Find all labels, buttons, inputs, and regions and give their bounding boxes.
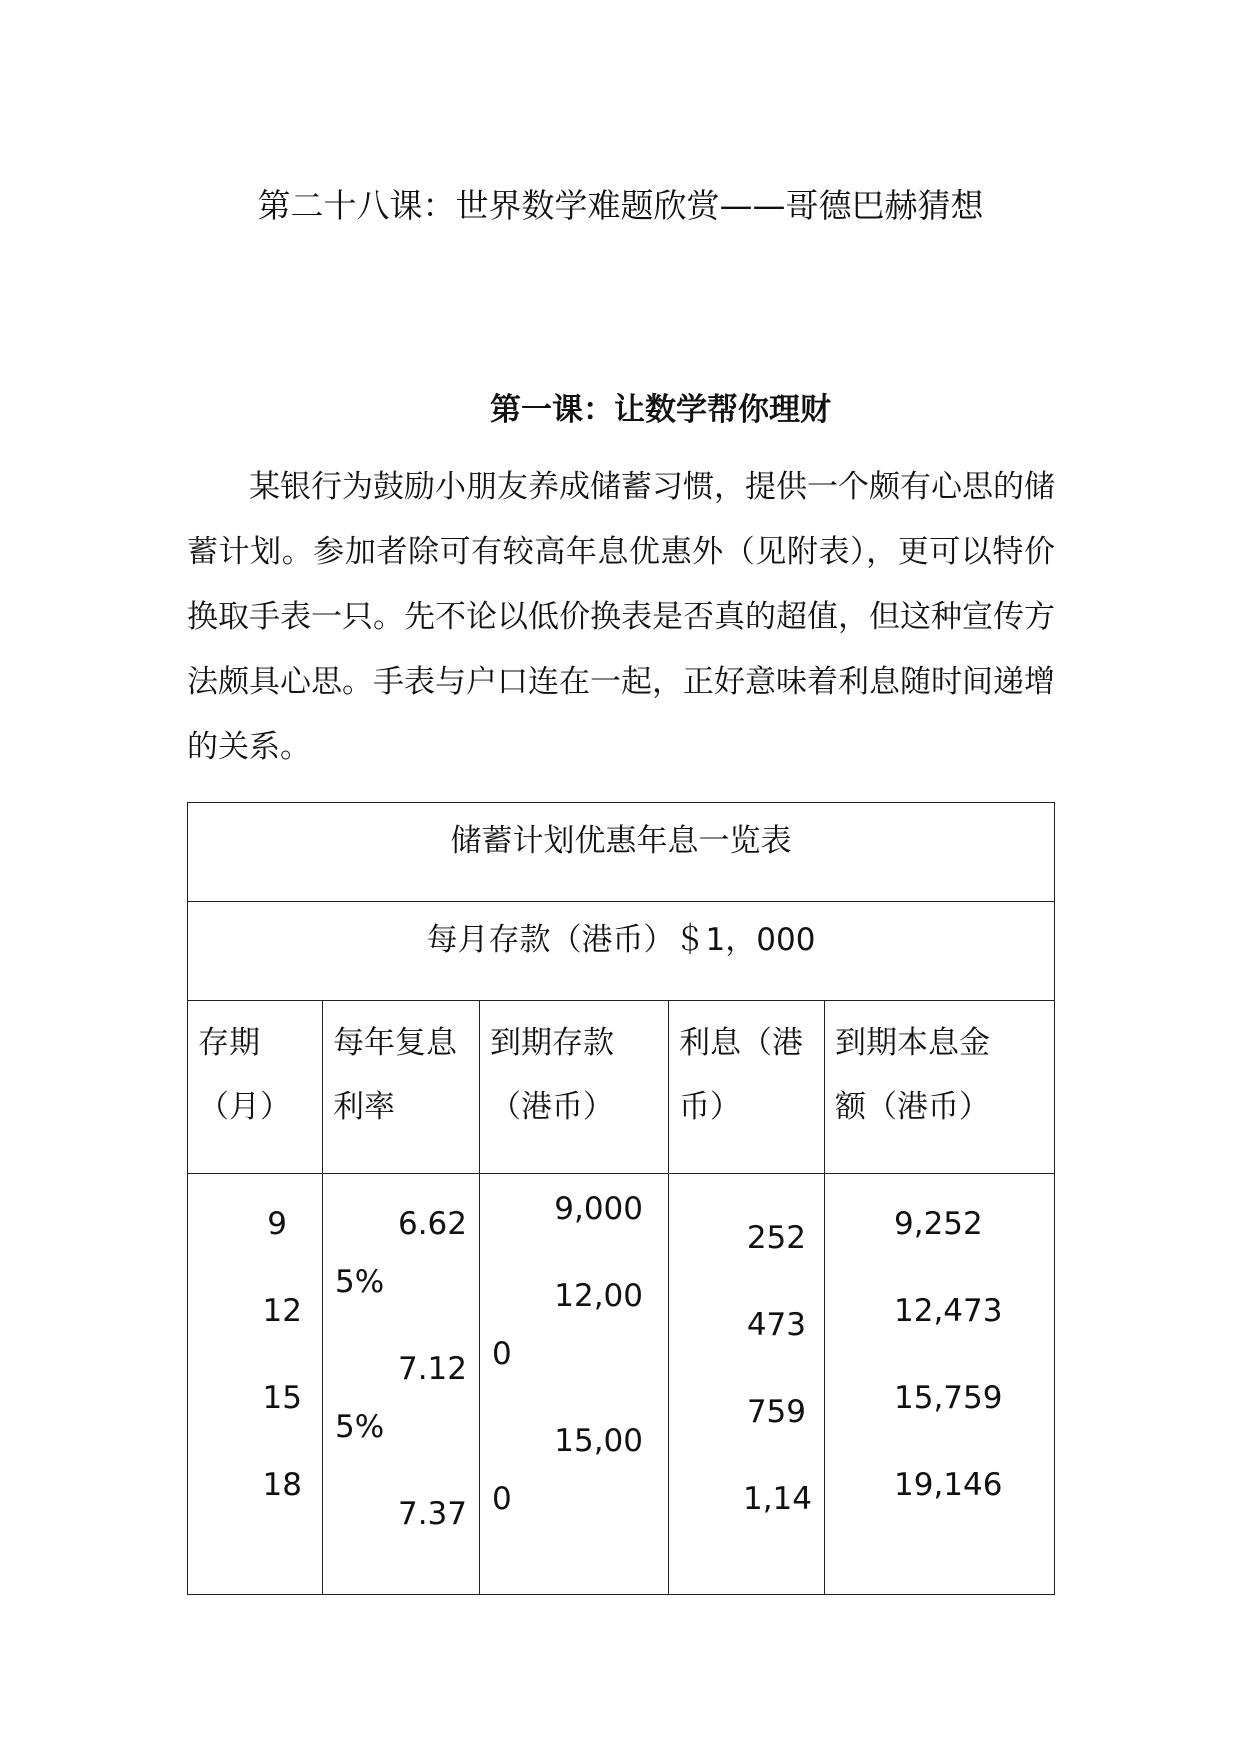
interest-value: 1,14 — [742, 1481, 812, 1517]
interest-value: 759 — [746, 1394, 806, 1430]
header-deposit-line2: （港币） — [490, 1089, 614, 1125]
document-title: 第二十八课：世界数学难题欣赏——哥德巴赫猜想 — [257, 186, 984, 226]
rate-value: 5% — [335, 1264, 385, 1300]
interest-value: 473 — [746, 1307, 806, 1343]
term-value: 9 — [267, 1206, 287, 1242]
header-rate — [323, 1001, 480, 1174]
total-value: 9,252 — [894, 1206, 983, 1242]
header-total-line2: 额（港币） — [835, 1089, 990, 1125]
header-term-line2: （月） — [198, 1089, 291, 1125]
table-subcaption: 每月存款（港币）＄1，000 — [188, 902, 1055, 1001]
header-total — [825, 1001, 1055, 1174]
header-rate-line2: 利率 — [333, 1089, 395, 1125]
deposit-value: 9,000 — [554, 1191, 643, 1227]
rate-value: 7.12 — [397, 1351, 467, 1387]
header-term — [188, 1001, 323, 1174]
rate-cell — [323, 1174, 480, 1595]
total-value: 12,473 — [894, 1293, 1003, 1329]
table-header-row — [188, 1001, 1055, 1174]
header-interest — [669, 1001, 825, 1174]
deposit-cell — [480, 1174, 669, 1595]
lesson-title: 第一课：让数学帮你理财 — [490, 391, 831, 428]
deposit-value: 15,00 — [554, 1423, 643, 1459]
savings-rate-table — [187, 802, 1055, 1595]
header-interest-line2: 币） — [679, 1089, 741, 1125]
interest-value: 252 — [746, 1220, 806, 1256]
total-value: 19,146 — [894, 1467, 1003, 1503]
header-term-line1: 存期 — [198, 1025, 260, 1061]
term-value: 15 — [262, 1380, 302, 1416]
header-interest-line1: 利息（港 — [679, 1025, 803, 1061]
term-value: 12 — [262, 1293, 302, 1329]
total-value: 15,759 — [894, 1380, 1003, 1416]
header-total-line1: 到期本息金 — [835, 1025, 990, 1061]
rate-value: 7.37 — [397, 1496, 467, 1532]
header-deposit — [480, 1001, 669, 1174]
intro-paragraph: 某银行为鼓励小朋友养成储蓄习惯，提供一个颇有心思的储蓄计划。参加者除可有较高年息优惠外（见附表），更可以特价换取手表一只。先不论以低价换表是否真的超值，但这种宣传方法颇具心思。手表与户口连在一起，正好意味着利息随时间递增的关系。 — [187, 469, 1055, 765]
table-body-row — [188, 1174, 1055, 1595]
rate-value: 5% — [335, 1409, 385, 1445]
rate-value: 6.62 — [397, 1206, 467, 1242]
term-value: 18 — [262, 1467, 302, 1503]
total-cell — [825, 1174, 1055, 1595]
deposit-value: 0 — [492, 1336, 512, 1372]
table-caption: 储蓄计划优惠年息一览表 — [188, 803, 1055, 902]
deposit-value: 0 — [492, 1481, 512, 1517]
deposit-value: 12,00 — [554, 1278, 643, 1314]
interest-cell — [669, 1174, 825, 1595]
header-rate-line1: 每年复息 — [333, 1025, 457, 1061]
header-deposit-line1: 到期存款 — [490, 1025, 614, 1061]
term-cell — [188, 1174, 323, 1595]
